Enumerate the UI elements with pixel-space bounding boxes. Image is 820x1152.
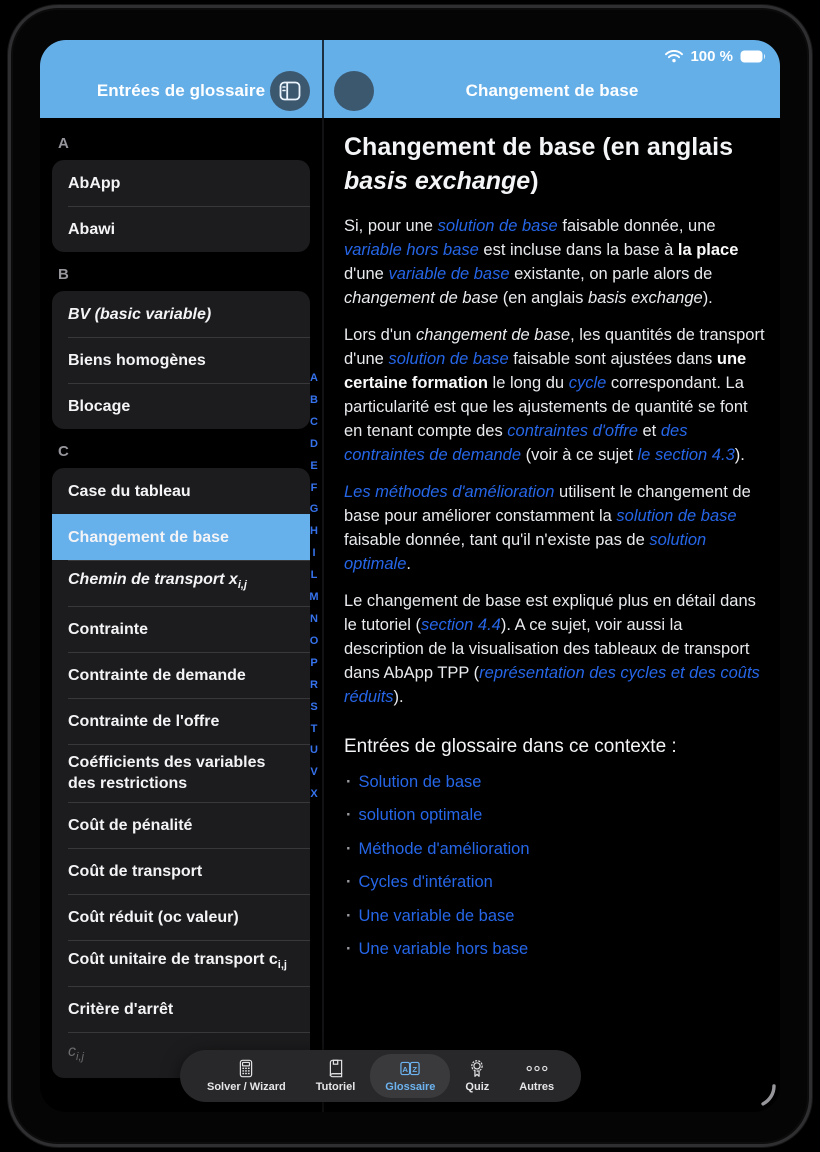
inline-link[interactable]: cycle — [568, 374, 607, 392]
tab-bar — [180, 1050, 581, 1102]
glossary-entry[interactable] — [52, 291, 310, 337]
glossary-entry[interactable] — [52, 468, 310, 514]
glossary-entry[interactable] — [52, 802, 310, 848]
index-letter[interactable]: D — [310, 437, 318, 450]
text-segment: faisable donnée, tant qu'il n'existe pas de — [344, 531, 650, 549]
glossary-entry-label: $c_{i,j}$ — [68, 1043, 84, 1064]
glossary-entry-label: Coût réduit (oc valeur) — [68, 908, 239, 926]
index-letter[interactable]: V — [310, 766, 318, 779]
bullet-dot: · — [346, 806, 352, 824]
glossary-card — [52, 291, 310, 429]
index-letter[interactable]: R — [310, 678, 318, 691]
article-paragraph — [344, 323, 766, 467]
wifi-icon — [665, 50, 683, 63]
text-segment: Si, pour une — [344, 217, 438, 235]
context-link-list — [344, 772, 766, 960]
index-letter[interactable]: S — [310, 700, 318, 713]
glossary-entry[interactable] — [52, 894, 310, 940]
article-paragraph — [344, 480, 766, 576]
glossary-entry[interactable] — [52, 206, 310, 252]
glossary-entry[interactable] — [52, 986, 310, 1032]
text-segment: basis exchange — [588, 289, 703, 307]
bullet-dot: · — [346, 839, 352, 858]
bullet-dot: · — [346, 940, 352, 958]
glossary-entry-label: Abawi — [68, 220, 116, 238]
context-link-item — [344, 805, 766, 825]
text-segment: est incluse dans la base à — [478, 241, 678, 259]
glossary-entry[interactable] — [52, 337, 310, 383]
book-icon — [325, 1059, 347, 1078]
text-segment: existante, on parle alors de — [509, 265, 713, 283]
text-segment: , les quantités de transport d'une — [344, 326, 765, 368]
glossary-entry-label: Coût unitaire de transport $c_{i,j}$ — [68, 951, 287, 972]
alphabet-index — [306, 368, 322, 806]
context-link[interactable]: solution optimale — [358, 806, 483, 824]
section-letter: A — [58, 135, 69, 152]
status-bar — [665, 48, 766, 65]
battery-icon — [740, 50, 766, 63]
glossary-entry[interactable] — [52, 560, 310, 606]
index-letter[interactable]: P — [310, 656, 318, 669]
glossary-entry-label: Critère d'arrêt — [68, 1000, 174, 1018]
index-letter[interactable]: C — [310, 415, 318, 428]
sidebar-toggle-icon — [279, 81, 301, 101]
inline-link[interactable]: représentation des cycles et des coûts réduits — [344, 664, 760, 706]
glossary-entry[interactable] — [52, 698, 310, 744]
ellipsis-icon — [524, 1059, 550, 1078]
text-segment: ). — [734, 446, 745, 464]
index-letter[interactable]: E — [310, 459, 318, 472]
index-letter[interactable]: G — [309, 503, 319, 516]
inline-link[interactable]: le section 4.3 — [637, 446, 735, 464]
text-segment: Le changement de base est expliqué plus en détail dans le tutoriel ( — [344, 592, 756, 634]
svg-text:A: A — [402, 1064, 409, 1074]
tab-glossaire[interactable] — [370, 1054, 450, 1098]
glossary-sidebar — [40, 118, 322, 1112]
tab-quiz[interactable] — [450, 1054, 504, 1098]
sidebar-title: Entrées de glossaire — [96, 81, 266, 100]
glossary-entry[interactable] — [52, 606, 310, 652]
article-paragraph — [344, 214, 766, 310]
text-segment: et — [637, 422, 661, 440]
inline-link[interactable]: solution de base — [388, 350, 509, 368]
text-segment: faisable sont ajustées dans — [508, 350, 717, 368]
inline-link[interactable]: des contraintes de demande — [344, 422, 688, 464]
context-link-item — [344, 939, 766, 959]
article-title — [344, 130, 766, 198]
tab-label: Quiz — [465, 1081, 490, 1093]
glossary-entry[interactable] — [52, 652, 310, 698]
text-segment: correspondant. La particularité est que les ajustements de quantité se font en tenant compte des — [344, 374, 748, 440]
context-link-item — [344, 906, 766, 926]
glossary-card — [52, 160, 310, 252]
text-segment: (voir à ce sujet — [521, 446, 638, 464]
az-icon — [398, 1059, 422, 1078]
context-heading: Entrées de glossaire dans ce contexte : — [344, 736, 677, 757]
text-segment: ). A ce sujet, voir aussi la description de la visualisation des tableaux de transport dans AbApp TPP ( — [344, 616, 750, 682]
bullet-dot: · — [346, 906, 352, 925]
text-segment: d'une — [344, 265, 389, 283]
glossary-entry[interactable] — [52, 848, 310, 894]
glossary-entry-label: Blocage — [68, 397, 131, 415]
tab-tutoriel[interactable] — [301, 1054, 371, 1098]
text-segment: faisable donnée, une — [557, 217, 716, 235]
sidebar-header — [40, 40, 322, 118]
glossary-article — [324, 118, 780, 1112]
text-segment: Lors d'un — [344, 326, 416, 344]
index-letter[interactable]: A — [310, 372, 318, 384]
glossary-entry[interactable] — [52, 514, 310, 560]
context-link-item — [344, 872, 766, 892]
text-segment: ). — [702, 289, 713, 307]
text-segment: utilisent le changement de base pour améliorer constamment la — [344, 483, 751, 525]
detail-title: Changement de base — [465, 81, 639, 100]
sidebar-toggle-button[interactable] — [270, 71, 310, 111]
context-link[interactable]: Cycles d'intération — [358, 873, 493, 891]
text-segment: Changement de base (en anglais — [344, 133, 733, 161]
glossary-entry-label: BV (basic variable) — [68, 305, 212, 323]
corner-swipe-indicator — [750, 1083, 778, 1111]
index-letter[interactable]: M — [309, 591, 319, 604]
inline-link[interactable]: solution de base — [437, 217, 558, 235]
glossary-entry-label: Contrainte de demande — [68, 666, 246, 684]
text-segment: ). — [393, 688, 404, 706]
bullet-dot: · — [346, 772, 352, 791]
text-segment: le long du — [487, 374, 569, 392]
calculator-icon — [235, 1059, 257, 1078]
glossary-entry[interactable] — [52, 383, 310, 429]
section-letter: B — [58, 266, 69, 283]
tablet-device-frame — [8, 5, 812, 1147]
index-letter[interactable]: L — [310, 569, 318, 582]
context-link[interactable]: Solution de base — [358, 772, 482, 791]
glossary-entry[interactable] — [52, 940, 310, 986]
index-letter[interactable]: H — [310, 525, 318, 538]
glossary-entry-label: Contrainte de l'offre — [68, 712, 220, 730]
glossary-entry-label: Changement de base — [68, 528, 229, 546]
context-link[interactable]: Méthode d'amélioration — [358, 839, 530, 858]
tab-label: Autres — [519, 1081, 555, 1093]
tab-autres[interactable] — [504, 1054, 569, 1098]
index-letter[interactable]: F — [310, 481, 318, 494]
glossary-entry-label: Contrainte — [68, 620, 148, 638]
context-link[interactable]: Une variable de base — [358, 906, 515, 925]
inline-link[interactable]: Les méthodes d'amélioration — [344, 483, 555, 501]
split-view — [40, 118, 780, 1112]
battery-percent-label: 100 % — [690, 48, 733, 65]
tab-label: Solver / Wizard — [207, 1081, 286, 1093]
glossary-entry-label: Case du tableau — [68, 482, 191, 500]
glossary-entry[interactable] — [52, 744, 310, 802]
context-link-item — [344, 772, 766, 792]
index-letter[interactable]: N — [310, 612, 318, 625]
glossary-entry-label: Coût de transport — [68, 862, 203, 880]
text-segment: changement de base — [415, 326, 571, 344]
article-paragraph — [344, 589, 766, 709]
glossary-entry-label: Biens homogènes — [68, 351, 206, 369]
index-letter[interactable]: I — [312, 547, 316, 560]
inline-link[interactable]: solution de base — [616, 507, 737, 525]
index-letter[interactable]: U — [310, 744, 318, 757]
index-letter[interactable]: X — [310, 788, 318, 801]
inline-link[interactable]: contraintes d'offre — [507, 422, 638, 440]
glossary-card — [52, 468, 310, 1078]
text-segment: ) — [530, 167, 539, 195]
inline-link[interactable]: variable de base — [388, 265, 510, 283]
text-segment: la place — [677, 241, 739, 259]
glossary-entry-label: Chemin de transport $x_{i,j}$ — [68, 571, 247, 592]
ribbon-icon — [466, 1059, 488, 1078]
bullet-dot: · — [346, 873, 352, 891]
text-segment: basis exchange — [344, 167, 531, 195]
text-segment: . — [406, 555, 411, 573]
inline-link[interactable]: solution optimale — [344, 531, 707, 573]
index-letter[interactable]: T — [310, 722, 318, 735]
text-segment: changement de base — [344, 289, 499, 307]
text-segment: une certaine formation — [344, 350, 747, 392]
text-segment: (en anglais — [498, 289, 589, 307]
glossary-entry[interactable] — [52, 160, 310, 206]
inline-link[interactable]: section 4.4 — [421, 616, 501, 634]
app-screen — [40, 40, 780, 1112]
inline-link[interactable]: variable hors base — [344, 241, 479, 259]
context-link-item — [344, 839, 766, 859]
index-letter[interactable]: B — [310, 393, 318, 406]
tab-solver-wizard[interactable] — [192, 1054, 301, 1098]
context-link[interactable]: Une variable hors base — [358, 940, 529, 958]
glossary-entry-label: Coût de pénalité — [68, 816, 193, 834]
glossary-entry-label: AbApp — [68, 174, 121, 192]
tab-label: Tutoriel — [315, 1081, 356, 1093]
glossary-entry-label: Coéfficients des variables des restrictions — [68, 754, 266, 792]
tab-label: Glossaire — [385, 1081, 436, 1093]
section-letter: C — [58, 443, 69, 460]
index-letter[interactable]: O — [309, 634, 319, 647]
svg-text:Z: Z — [412, 1064, 418, 1074]
